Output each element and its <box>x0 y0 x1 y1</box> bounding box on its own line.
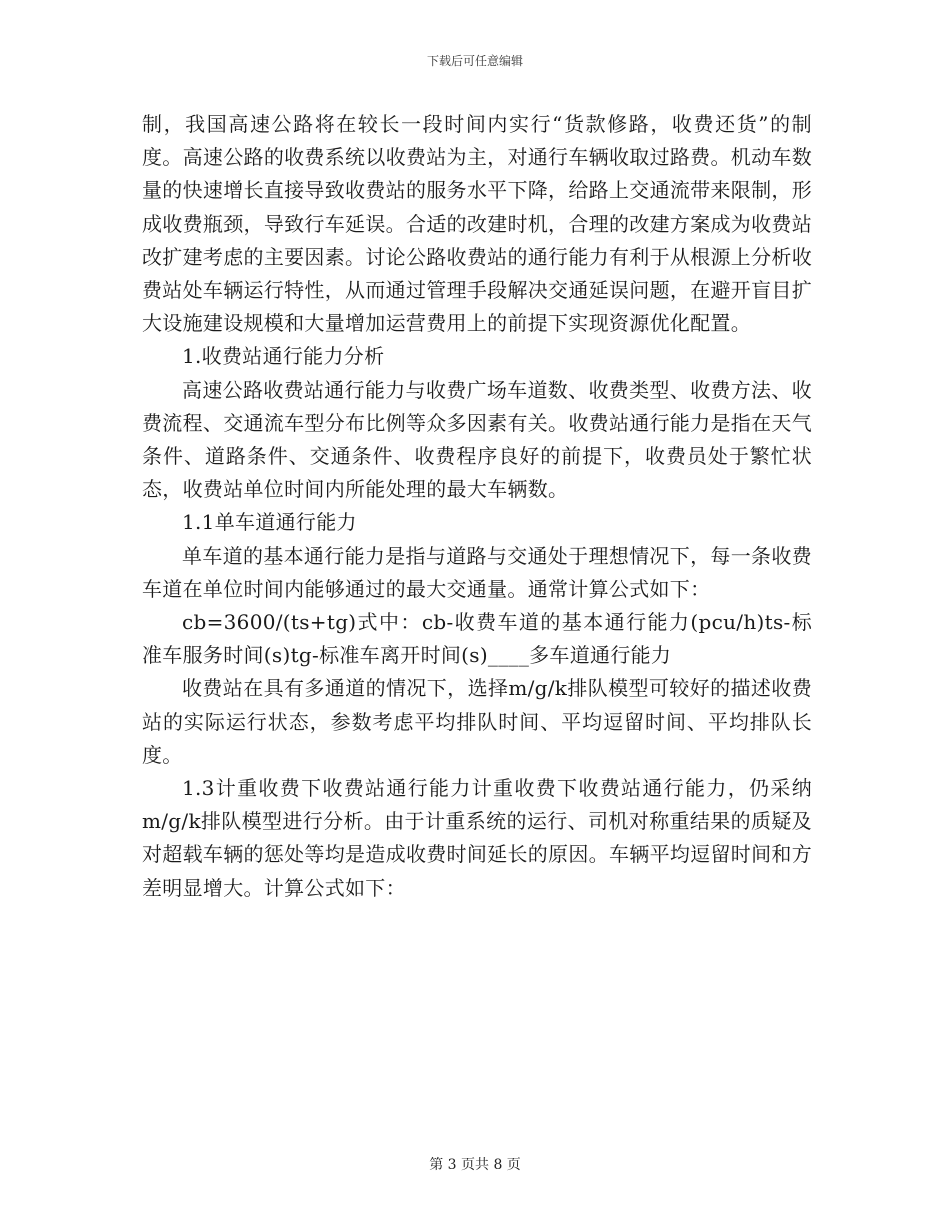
paragraph-intro: 制，我国高速公路将在较长一段时间内实行“货款修路，收费还货”的制度。高速公路的收费系统以收费站为主，对通行车辆收取过路费。机动车数量的快速增长直接导致收费站的服务水平下降，给路上交通流带来限制，形成收费瓶颈，导致行车延误。合适的改建时机，合理的改建方案成为收费站改扩建考虑的主要因素。讨论公路收费站的通行能力有利于从根源上分析收费站处车辆运行特性，从而通过管理手段解决交通延误问题，在避开盲目扩大设施建设规模和大量增加运营费用上的前提下实现资源优化配置。 <box>142 112 812 336</box>
paragraph-single-lane: 单车道的基本通行能力是指与道路与交通处于理想情况下，每一条收费车道在单位时间内能够通过的最大交通量。通常计算公式如下： <box>142 543 812 601</box>
paragraph-formula: cb=3600/(ts+tg)式中：cb-收费车道的基本通行能力(pcu/h)ts-标准车服务时间(s)tg-标准车离开时间(s)____多车道通行能力 <box>142 610 812 668</box>
paragraph-multi-lane: 收费站在具有多通道的情况下，选择m/g/k排队模型可较好的描述收费站的实际运行状态，参数考虑平均排队时间、平均逗留时间、平均排队长度。 <box>142 676 812 767</box>
page-footer: 第 3 页共 8 页 <box>429 1157 521 1173</box>
page-header: 下载后可任意编辑 <box>426 54 523 68</box>
heading-1-1: 1.1单车道通行能力 <box>182 510 357 535</box>
paragraph-capacity-definition: 高速公路收费站通行能力与收费广场车道数、收费类型、收费方法、收费流程、交通流车型分布比例等众多因素有关。收费站通行能力是指在天气条件、道路条件、交通条件、收费程序良好的前提下，收费员处于繁忙状态，收费站单位时间内所能处理的最大车辆数。 <box>142 377 812 502</box>
heading-1: 1.收费站通行能力分析 <box>182 344 385 369</box>
document-body <box>142 108 812 905</box>
paragraph-weight-toll: 1.3计重收费下收费站通行能力计重收费下收费站通行能力，仍采纳m/g/k排队模型进行分析。由于计重系统的运行、司机对称重结果的质疑及对超载车辆的惩处等均是造成收费时间延长的原因。车辆平均逗留时间和方差明显增大。计算公式如下： <box>142 776 812 900</box>
